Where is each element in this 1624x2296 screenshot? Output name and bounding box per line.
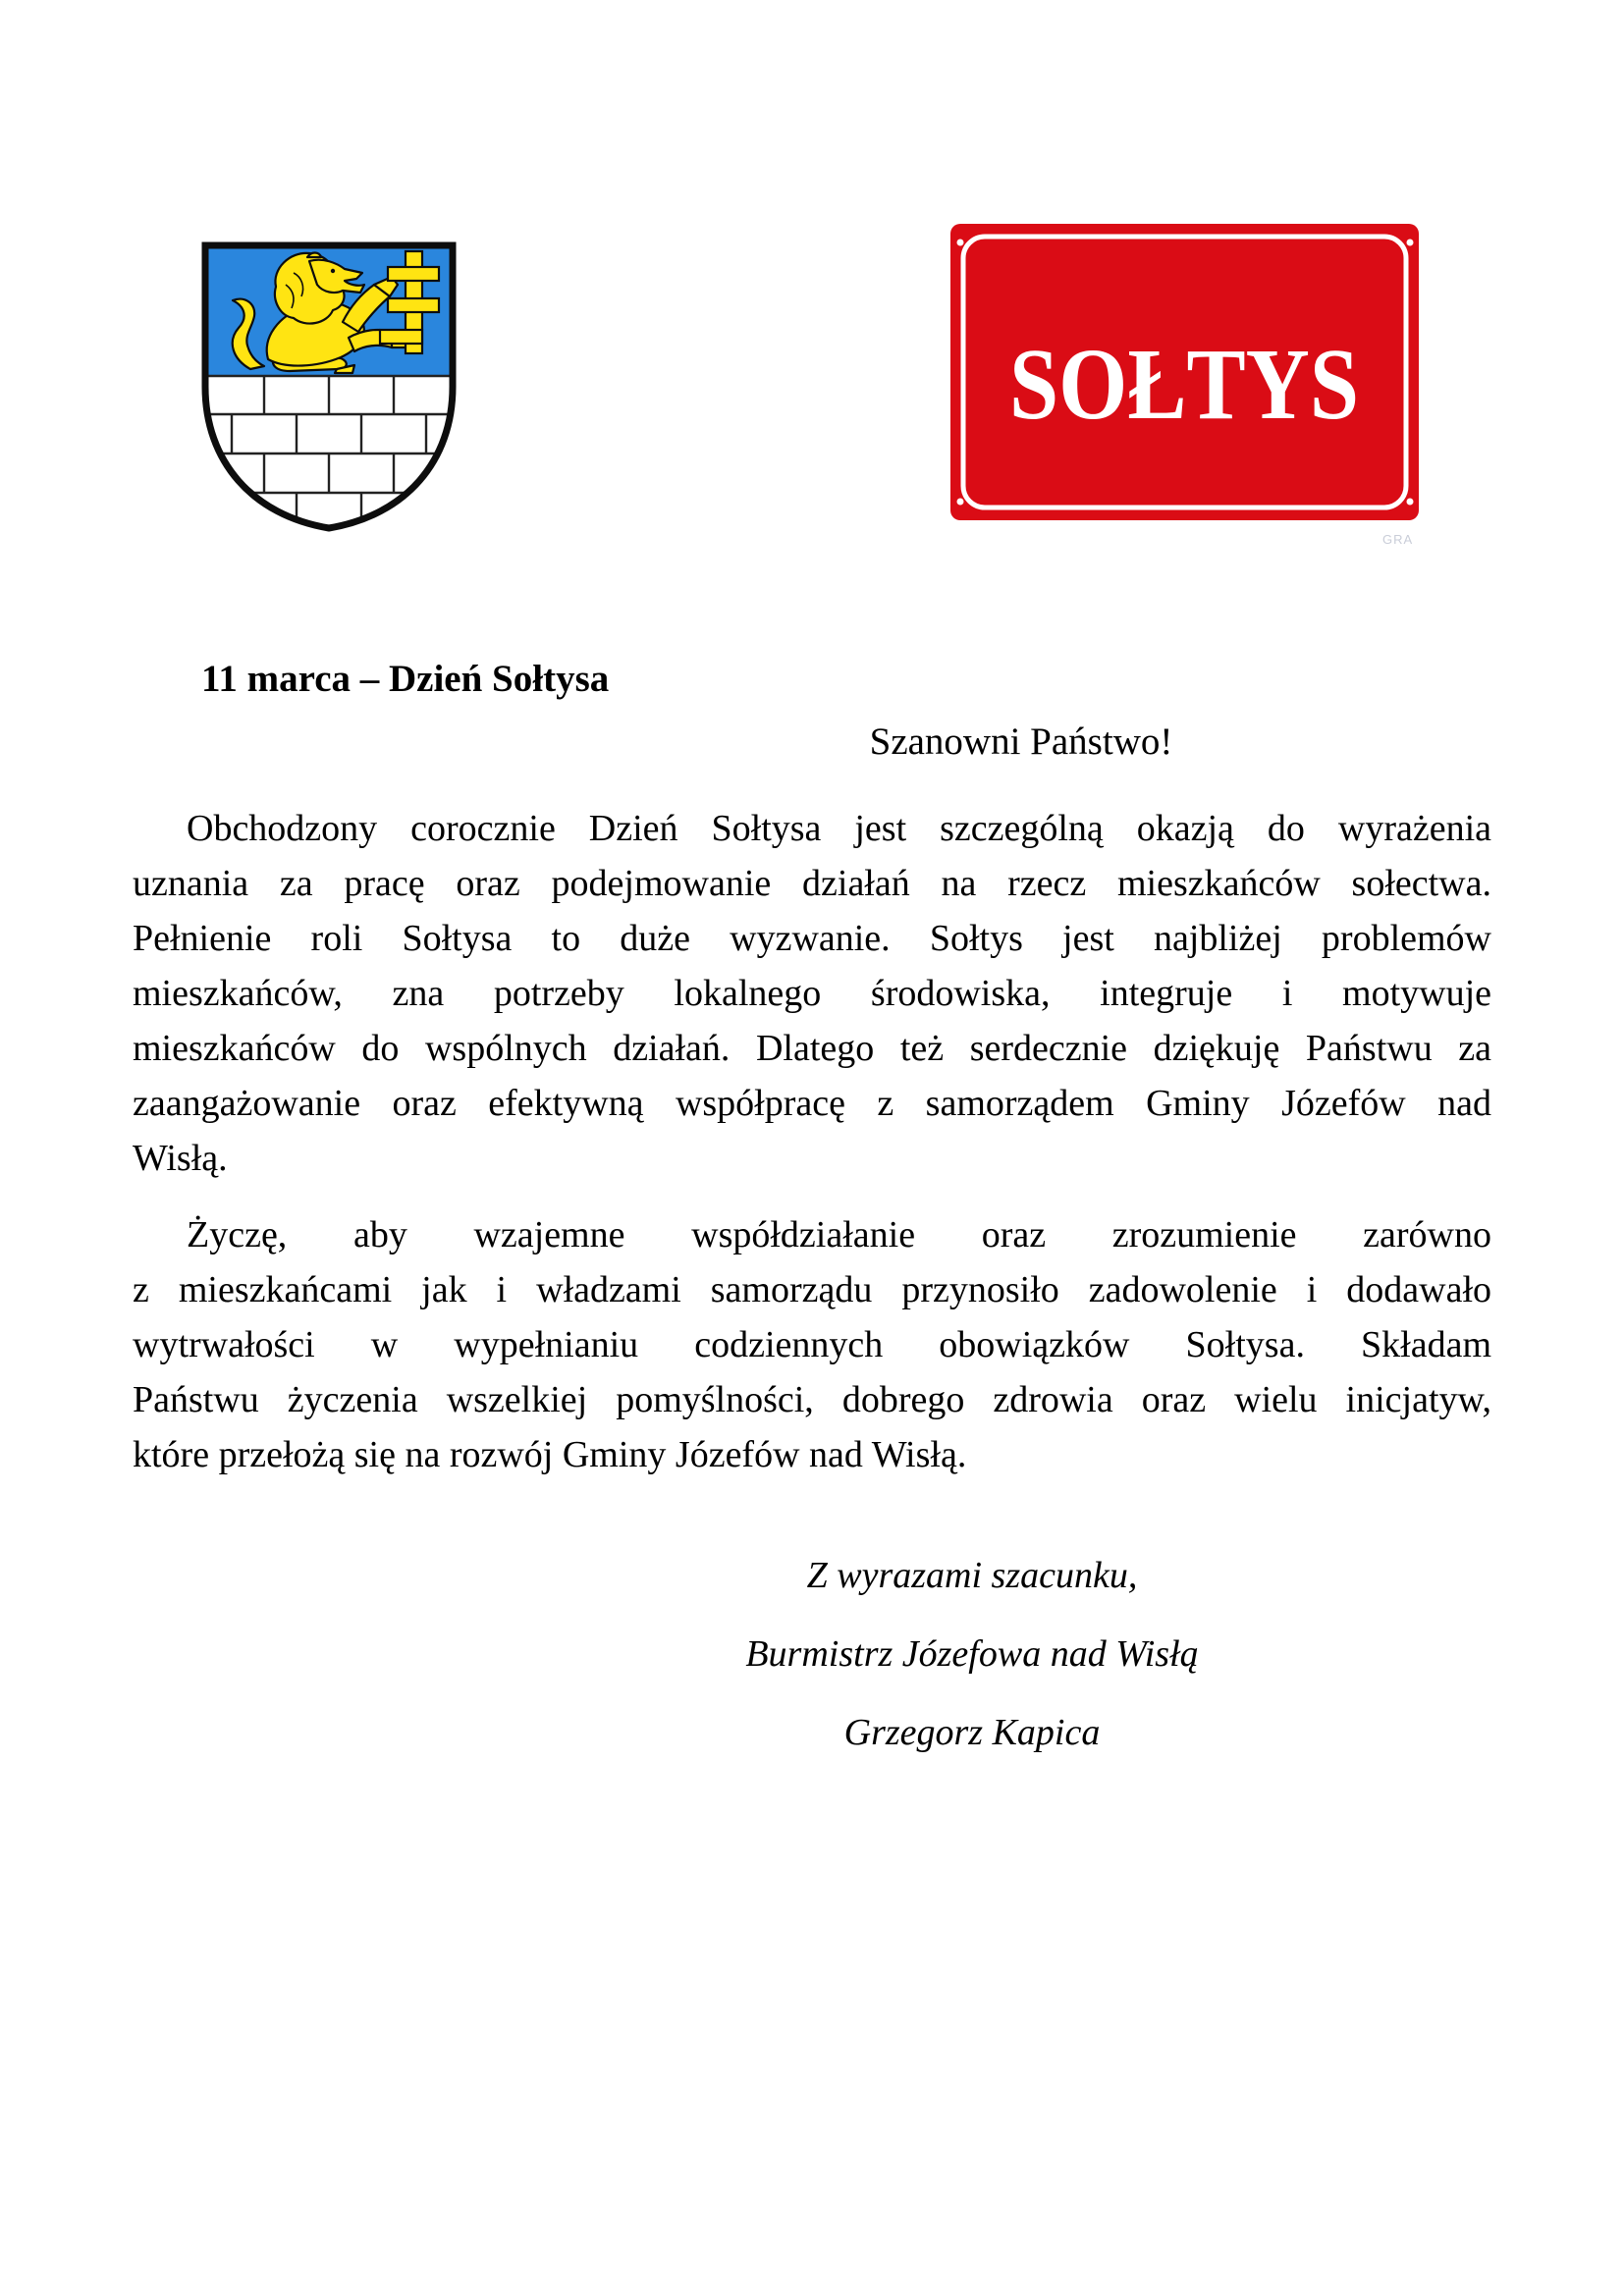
text-line: Życzę, aby wzajemne współdziałanie oraz zrozumienie zarówno: [187, 1214, 1491, 1255]
signature-line: Burmistrz Józefowa nad Wisłą: [745, 1633, 1199, 1675]
photo-watermark: GRA: [1382, 532, 1414, 547]
text-line: Pełnienie roli Sołtysa to duże wyzwanie. Sołtys jest najbliżej problemów: [133, 918, 1491, 959]
paragraph-2: [133, 1207, 1491, 1482]
signature-block: [133, 1536, 1491, 1772]
text-line: z mieszkańcami jak i władzami samorządu przynosiło zadowolenie i dodawało: [133, 1269, 1491, 1310]
text-line: uznania za pracę oraz podejmowanie działań na rzecz mieszkańców sołectwa.: [133, 863, 1491, 904]
text-line: zaangażowanie oraz efektywną współpracę z samorządem Gminy Józefów nad: [133, 1083, 1491, 1124]
text-line: mieszkańców, zna potrzeby lokalnego środowiska, integruje i motywuje: [133, 973, 1491, 1014]
signature-line: Z wyrazami szacunku,: [806, 1555, 1138, 1596]
soltys-sign-image: [950, 224, 1419, 520]
letter-title: 11 marca – Dzień Sołtysa: [201, 658, 610, 700]
letter-body: [133, 656, 1491, 1772]
text-line: Państwu życzenia wszelkiej pomyślności, dobrego zdrowia oraz wielu inicjatyw,: [133, 1379, 1491, 1420]
text-line: mieszkańców do wspólnych działań. Dlatego też serdecznie dziękuję Państwu za: [133, 1028, 1491, 1069]
letter-salutation: Szanowni Państwo!: [869, 721, 1173, 763]
text-line: Wisłą.: [133, 1138, 228, 1179]
coat-of-arms-image: [199, 240, 459, 534]
signature-line: Grzegorz Kapica: [843, 1712, 1101, 1753]
text-line: Obchodzony corocznie Dzień Sołtysa jest szczególną okazją do wyrażenia: [187, 808, 1491, 849]
text-line: które przełożą się na rozwój Gminy Józefów nad Wisłą.: [133, 1434, 967, 1475]
sign-label: SOŁTYS: [1009, 328, 1359, 441]
text-line: wytrwałości w wypełnianiu codziennych obowiązków Sołtysa. Składam: [133, 1324, 1491, 1365]
paragraph-1: [133, 801, 1491, 1186]
